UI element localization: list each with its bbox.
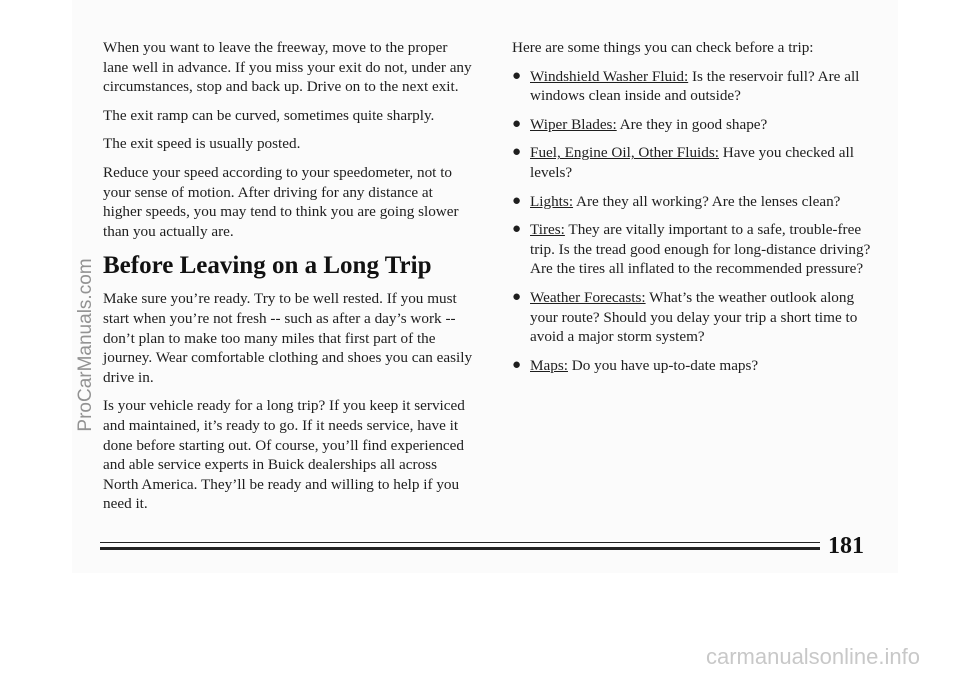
paragraph: Reduce your speed according to your speedometer, not to your sense of motion. After driving for any distance at higher speeds, you may tend to think you are going slower than you actually are. (103, 163, 459, 240)
checklist-term: Windshield Washer Fluid: (530, 67, 689, 85)
bottom-watermark: carmanualsonline.info (705, 644, 920, 669)
page-number: 181 (828, 533, 864, 559)
checklist-term: Fuel, Engine Oil, Other Fluids: (530, 144, 719, 162)
checklist-text: Are they all working? Are the lenses clean? (573, 192, 841, 210)
paragraph: Make sure you’re ready. Try to be well rested. If you must start when you’re not fresh -- such as after a day’s work -- don’t plan to make too many miles that first part of the journey. Wear comfortable clothing and shoes you can easily drive in. (103, 290, 473, 386)
paragraph: Is your vehicle ready for a long trip? If you keep it serviced and maintained, it’s ready to go. If it needs service, have it done before starting out. Of course, you’ll find experienced and able service experts in Buick dealerships all across North America. They’ll be ready and willing to help if you need it. (103, 397, 465, 513)
checklist-term: Tires: (530, 221, 565, 239)
checklist-item (512, 192, 882, 212)
checklist-intro: Here are some things you can check before a trip: (512, 39, 814, 56)
checklist-item (512, 288, 882, 347)
checklist-item (512, 143, 882, 182)
section-heading: Before Leaving on a Long Trip (103, 252, 432, 280)
checklist-text: They are vitally important to a safe, trouble-free trip. Is the tread good enough for long-distance driving? Are the tires all inflated to the recommended pressure? (530, 221, 871, 278)
trip-checklist (512, 67, 882, 376)
right-column (512, 38, 882, 384)
bullet-icon: ● (512, 356, 522, 373)
checklist-item (512, 220, 882, 279)
bullet-icon: ● (512, 115, 522, 132)
bullet-icon: ● (512, 67, 522, 84)
paragraph: The exit ramp can be curved, sometimes quite sharply. (103, 106, 435, 124)
left-column (103, 38, 475, 523)
checklist-term: Lights: (530, 192, 574, 210)
checklist-term: Wiper Blades: (530, 115, 617, 133)
checklist-text: What’s the weather outlook along your route? Should you delay your trip a short time to avoid a major storm system? (530, 288, 858, 346)
checklist-text: Have you checked all levels? (530, 144, 854, 181)
checklist-text: Is the reservoir full? Are all windows clean inside and outside? (530, 67, 860, 105)
checklist-item (512, 356, 882, 376)
footer-rule-thick (100, 547, 820, 550)
vertical-watermark: ProCarManuals.com (75, 258, 96, 432)
checklist-item (512, 115, 882, 135)
checklist-item (512, 67, 882, 106)
bullet-icon: ● (512, 288, 522, 305)
bullet-icon: ● (512, 192, 522, 209)
paragraph: The exit speed is usually posted. (103, 135, 301, 153)
checklist-term: Weather Forecasts: (530, 288, 646, 306)
checklist-term: Maps: (530, 356, 568, 374)
footer-rule (100, 542, 820, 543)
bullet-icon: ● (512, 221, 522, 238)
bullet-icon: ● (512, 144, 522, 161)
checklist-text: Are they in good shape? (616, 115, 768, 133)
paragraph: When you want to leave the freeway, move to the proper lane well in advance. If you miss your exit do not, under any circumstances, stop and back up. Drive on to the next exit. (103, 39, 472, 96)
checklist-text: Do you have up-to-date maps? (567, 356, 759, 374)
